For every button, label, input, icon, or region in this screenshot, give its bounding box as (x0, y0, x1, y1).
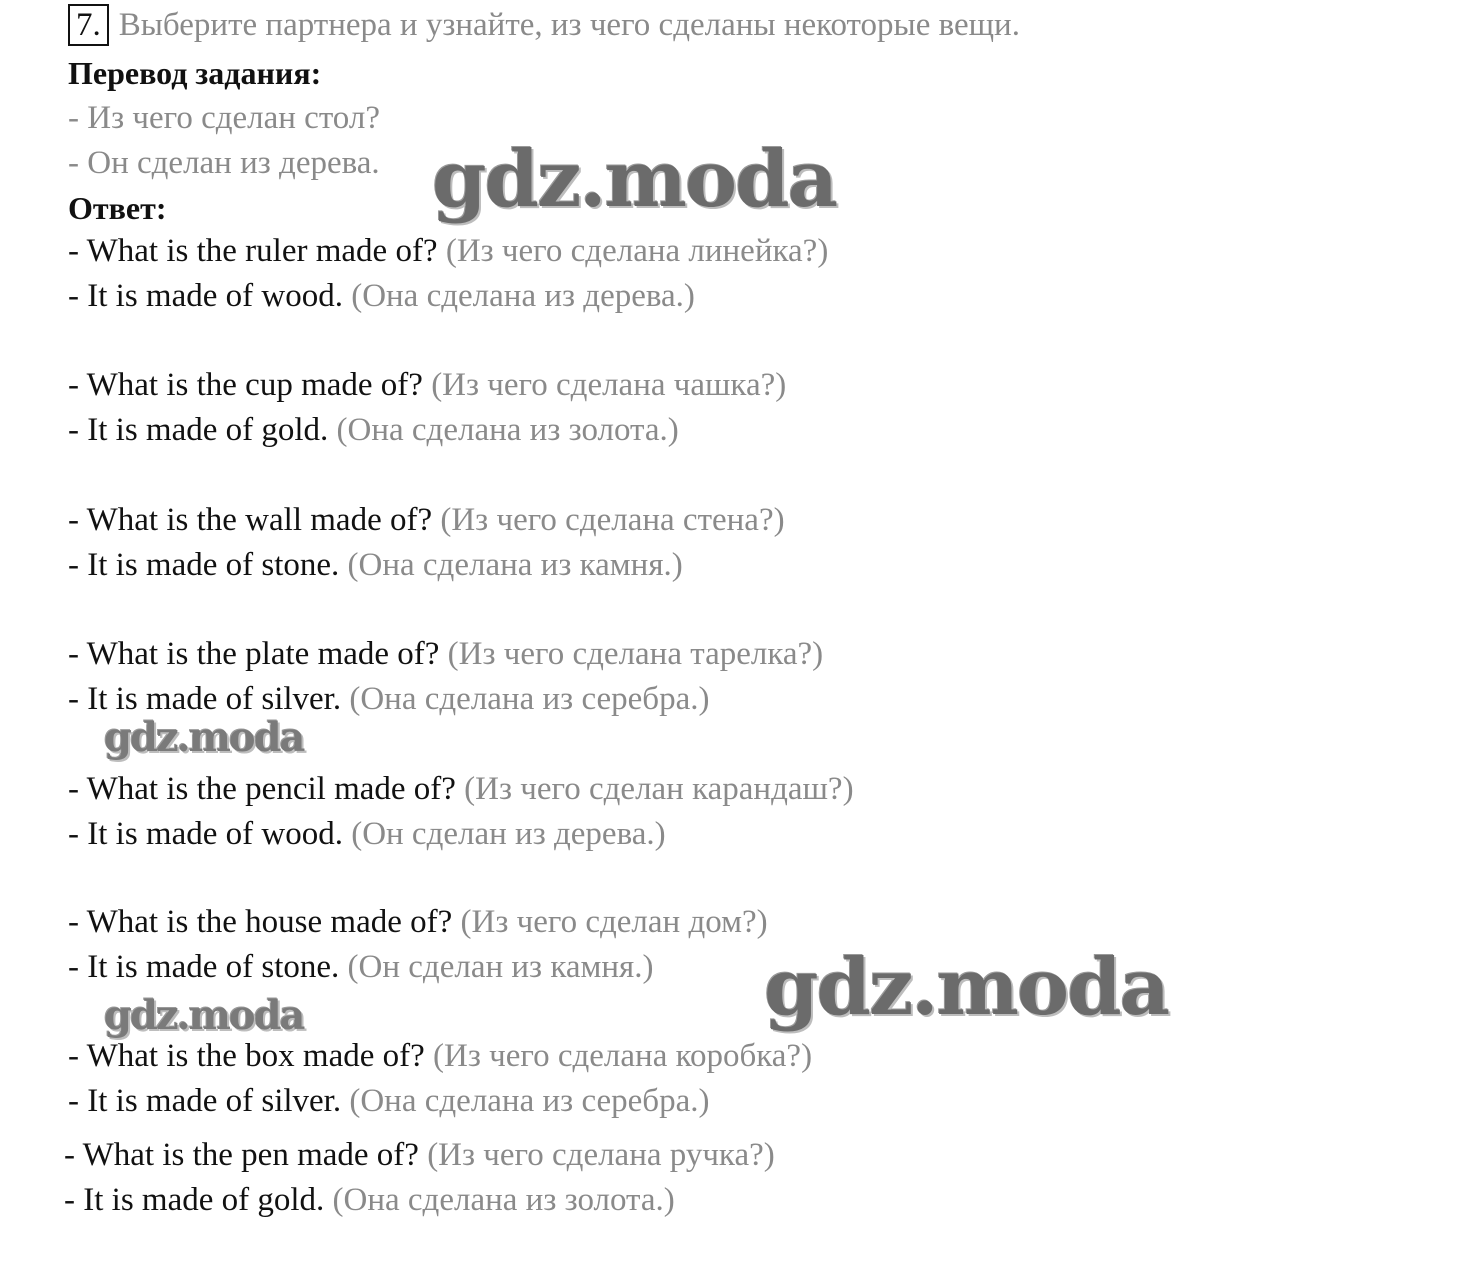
question-en: - What is the wall made of? (68, 502, 433, 538)
question-ru: (Из чего сделана тарелка?) (447, 636, 824, 672)
question-ru: (Из чего сделан дом?) (460, 904, 768, 940)
question-line (68, 769, 854, 809)
question-en: - What is the ruler made of? (68, 233, 438, 269)
question-en: - What is the plate made of? (68, 636, 440, 672)
answer-line (68, 410, 679, 450)
answer-ru: (Она сделана из камня.) (347, 547, 683, 583)
answer-line (68, 947, 653, 987)
watermark-logo: gdz.moda (764, 942, 1169, 1033)
answer-ru: (Она сделана из серебра.) (349, 681, 710, 717)
watermark-logo: gdz.moda (104, 992, 304, 1039)
answer-ru: (Она сделана из серебра.) (349, 1083, 710, 1119)
answer-line (68, 545, 683, 585)
question-line (68, 231, 828, 271)
question-ru: (Из чего сделан карандаш?) (464, 771, 854, 807)
task-instruction: Выберите партнера и узнайте, из чего сделаны некоторые вещи. (118, 6, 1020, 43)
question-en: - What is the pencil made of? (68, 771, 456, 807)
question-line (68, 500, 785, 540)
question-en: - What is the house made of? (68, 904, 453, 940)
answer-ru: (Она сделана из золота.) (336, 412, 679, 448)
question-ru: (Из чего сделана стена?) (440, 502, 785, 538)
question-en: - What is the cup made of? (68, 367, 423, 403)
answer-ru: (Она сделана из дерева.) (351, 278, 695, 314)
answer-ru: (Он сделан из камня.) (347, 949, 654, 985)
answer-ru: (Он сделан из дерева.) (351, 816, 666, 852)
task-header (68, 4, 1020, 46)
answer-ru: (Она сделана из золота.) (332, 1182, 675, 1218)
answer-en: - It is made of stone. (68, 949, 340, 985)
answer-line (68, 814, 666, 854)
answer-line (68, 276, 695, 316)
answer-heading: Ответ: (68, 190, 167, 226)
question-en: - What is the box made of? (68, 1038, 425, 1074)
answer-en: - It is made of stone. (68, 547, 340, 583)
question-en: - What is the pen made of? (64, 1137, 419, 1173)
answer-line (64, 1180, 675, 1220)
question-line (64, 1135, 775, 1175)
watermark-logo: gdz.moda (432, 134, 837, 225)
answer-en: - It is made of gold. (64, 1182, 325, 1218)
answer-line (68, 1081, 709, 1121)
answer-en: - It is made of silver. (68, 681, 342, 717)
translation-heading: Перевод задания: (68, 55, 322, 91)
question-line (68, 902, 768, 942)
answer-line (68, 679, 709, 719)
question-ru: (Из чего сделана ручка?) (427, 1137, 775, 1173)
answer-en: - It is made of silver. (68, 1083, 342, 1119)
question-line (68, 365, 786, 405)
answer-en: - It is made of gold. (68, 412, 329, 448)
question-ru: (Из чего сделана чашка?) (431, 367, 787, 403)
question-ru: (Из чего сделана линейка?) (445, 233, 829, 269)
task-number-box: 7. (68, 4, 109, 46)
answer-en: - It is made of wood. (68, 278, 343, 314)
question-line (68, 1036, 812, 1076)
question-line (68, 634, 823, 674)
translation-line-2: - Он сделан из дерева. (68, 145, 380, 181)
watermark-logo: gdz.moda (104, 714, 304, 761)
answer-en: - It is made of wood. (68, 816, 343, 852)
translation-line-1: - Из чего сделан стол? (68, 100, 380, 136)
question-ru: (Из чего сделана коробка?) (433, 1038, 813, 1074)
